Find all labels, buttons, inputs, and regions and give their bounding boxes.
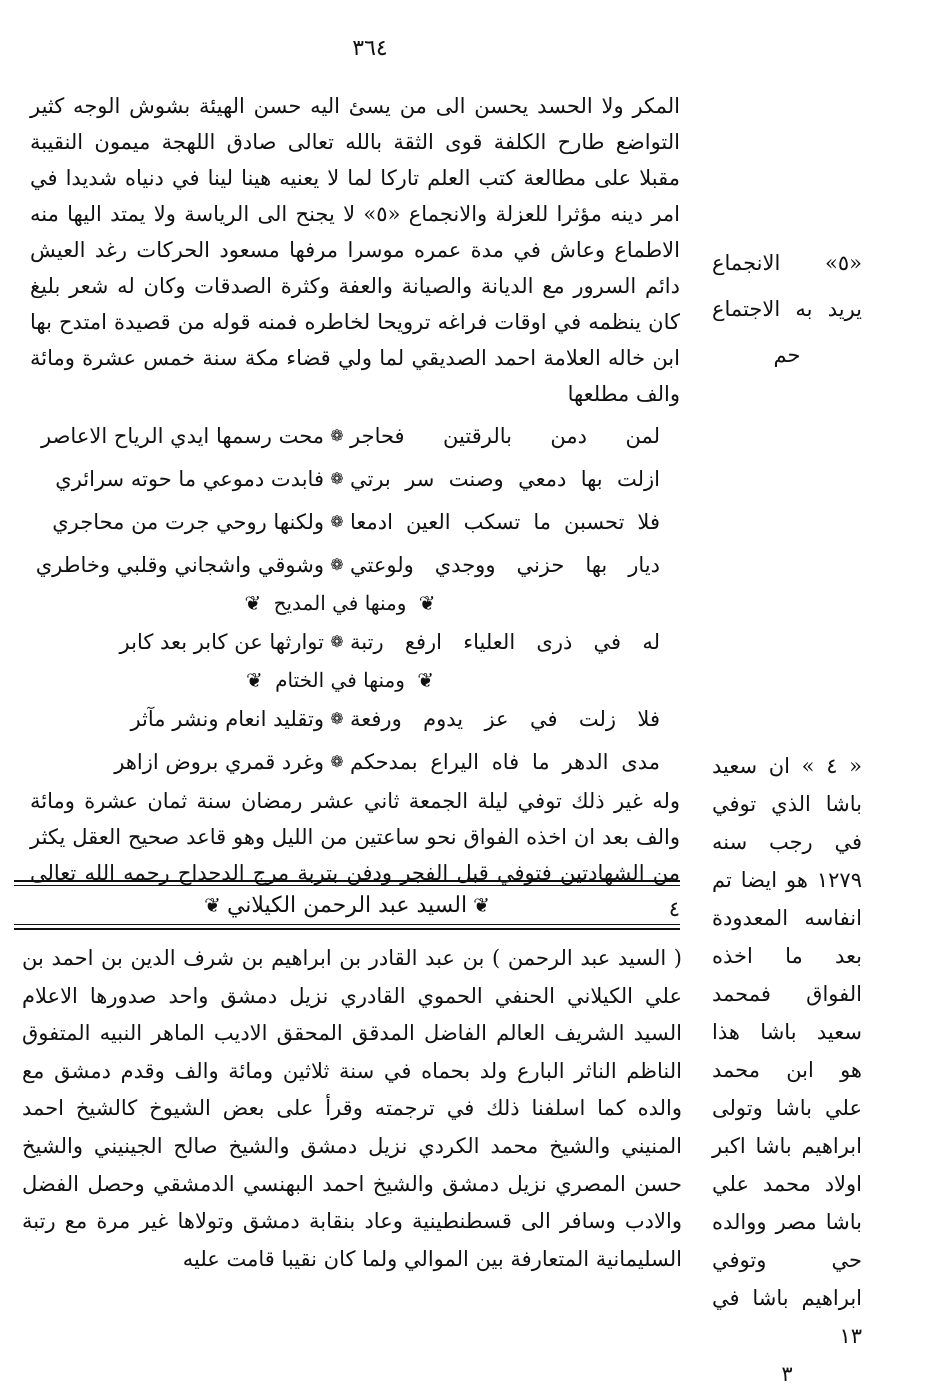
section-title: السيد عبد الرحمن الكيلاني [226, 892, 468, 918]
verse [30, 457, 660, 500]
verse-separator-icon: ❁ [330, 425, 344, 445]
verse-separator-icon: ❁ [330, 631, 344, 651]
ornament-icon: ❦ [473, 893, 490, 917]
verse-separator-icon: ❁ [330, 511, 344, 531]
verse-second-hemistich: محت رسمها ايدي الرياح الاعاصر [41, 423, 324, 448]
margin-note-bottom: ٣ [781, 1362, 793, 1386]
verse [30, 414, 660, 457]
poem-heading-khitam [140, 663, 540, 697]
ornament-icon: ❦ [204, 893, 221, 917]
poem-heading-madih [140, 586, 540, 620]
ornament-icon: ❦ [418, 591, 436, 615]
verse-first-hemistich: ازلت بها دمعي وصنت سر برتي [350, 466, 660, 491]
verse-second-hemistich: وشوقي واشجاني وقلبي وخاطري [35, 552, 324, 577]
verse [30, 740, 660, 783]
section-title-box [14, 880, 680, 930]
margin-note-line: يريد به الاجتماع [712, 297, 862, 321]
verse-first-hemistich: مدى الدهر ما فاه اليراع بمدحكم [350, 749, 660, 774]
poem [30, 414, 680, 783]
main-text-block [30, 88, 680, 927]
verse-first-hemistich: لمن دمن بالرقتين فحاجر [350, 423, 660, 448]
verse-second-hemistich: وتقليد انعام ونشر مآثر [130, 706, 324, 731]
ornament-icon: ❦ [244, 591, 262, 615]
verse-second-hemistich: وغرد قمري بروض ازاهر [114, 749, 324, 774]
ornament-icon: ❦ [417, 668, 434, 692]
biography-paragraph: ( السيد عبد الرحمن ) بن عبد القادر بن ابراهيم بن شرف الدين بن احمد بن علي الكيلاني الحنفي الحموي القادري نزيل دمشق واحد صدورها الاعلام السيد الشريف العالم الفاضل المدقق المحقق الاديب الماهر النبيه المتفوق الناظم الناثر البارع ولد بحماه في سنة ثلاثين ومائة والف وقدم دمشق مع والده كما اسلفنا ذلك في ترجمته وقرأ على بعض الشيوخ كالشيخ احمد المنيني والشيخ محمد الكردي نزيل دمشق والشيخ صالح الجينيني والشيخ حسن المصري نزيل دمشق والشيخ احمد البهنسي الدمشقي وحصل الفضل والادب وسافر الى قسطنطينية وعاد بنقابة دمشق وتولاها غير مرة مع رتبة السليمانية المتعارفة بين الموالي ولما كان نقيبا قامت عليه [22, 946, 682, 1271]
verse-separator-icon: ❁ [330, 554, 344, 574]
margin-note-4 [712, 747, 862, 1393]
verse-separator-icon: ❁ [330, 468, 344, 488]
verse [30, 543, 660, 586]
paragraph-closing: وله غير ذلك توفي ليلة الجمعة ثاني عشر رمضان سنة ثمان عشرة ومائة والف بعد ان اخذه الفواق نحو ساعتين من الليل وهو قاعد صحيح العقل يكثر من الشهادتين فتوفي قبل الفجر ودفن بتربة مرج الدحداح رحمه الله تعالى ٤ [30, 789, 680, 921]
verse [30, 500, 660, 543]
verse-first-hemistich: ديار بها حزني ووجدي ولوعتي [350, 552, 660, 577]
verse-second-hemistich: ولكنها روحي جرت من محاجري [52, 509, 324, 534]
verse-separator-icon: ❁ [330, 751, 344, 771]
verse-first-hemistich: فلا زلت في عز يدوم ورفعة [350, 706, 660, 731]
ornament-icon: ❦ [246, 668, 263, 692]
verse [30, 620, 660, 663]
verse-separator-icon: ❁ [330, 708, 344, 728]
biography-text-block [22, 940, 682, 1278]
verse-first-hemistich: له في ذرى العلياء ارفع رتبة [350, 629, 660, 654]
verse-second-hemistich: فابدت دموعي ما حوته سرائري [55, 466, 324, 491]
page-number: ٣٦٤ [352, 36, 388, 61]
margin-note-line: «٥» الانجماع [712, 251, 862, 275]
poem-heading-text: ومنها في المديح [273, 591, 407, 615]
verse [30, 697, 660, 740]
paragraph-opening: المكر ولا الحسد يحسن الى من يسئ اليه حسن الهيئة بشوش الوجه كثير التواضع طارح الكلفة قوى الثقة بالله تعالى صادق اللهجة ميمون النقيبة مقبلا على مطالعة كتب العلم تاركا لما لا يعنيه هينا لينا في دنياه شديدا في امر دينه مؤثرا للعزلة والانجماع «٥» لا يجنح الى الرياسة ولا يمتد اليها منه الاطماع وعاش في مدة عمره موسرا مرفها مسعود الحركات رغد العيش دائم السرور مع الديانة والصيانة والعفة وكثرة الصدقات وكان له شعر بليغ كان ينظمه في اوقات فراغه ترويحا لخاطره فمنه قوله من قصيدة امتدح بها ابن خاله العلامة احمد الصديقي لما ولي قضاء مكة سنة خمس عشرة ومائة والف مطلعها [30, 94, 680, 406]
verse-first-hemistich: فلا تحسبن ما تسكب العين ادمعا [350, 509, 660, 534]
margin-note-signature: حم [773, 343, 801, 367]
verse-second-hemistich: توارثها عن كابر بعد كابر [119, 629, 324, 654]
margin-note-text: « ٤ » ان سعيد باشا الذي توفي في رجب سنه ١٢٧٩ هو ايضا تم انفاسه المعدودة بعد ما اخذه الفواق فمحمد سعيد باشا هذا هو ابن محمد علي باشا وتولى ابراهيم باشا اكبر اولاد محمد علي باشا مصر ووالده حي وتوفي ابراهيم باشا في ١٣ [712, 754, 862, 1348]
poem-heading-text: ومنها في الختام [275, 668, 405, 692]
margin-note-5 [712, 240, 862, 378]
